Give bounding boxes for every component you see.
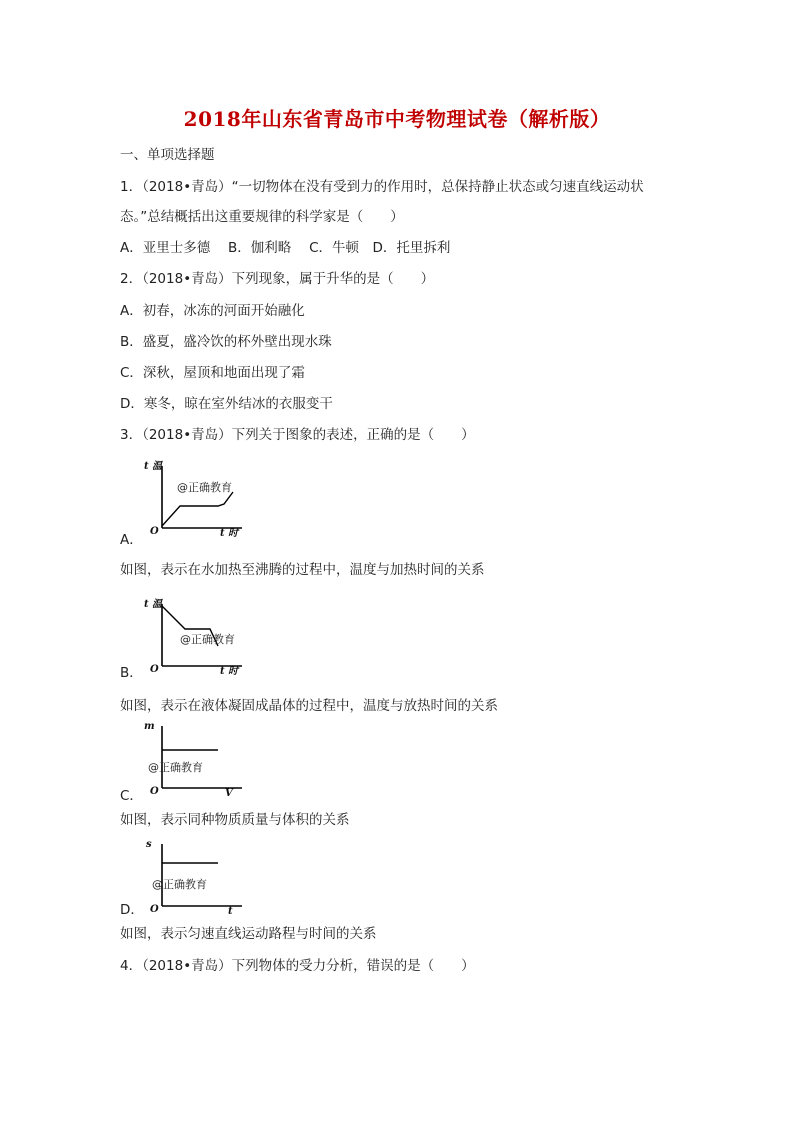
graph-d-y-axis-label: s: [146, 839, 152, 850]
graph-b-watermark: @正确教育: [180, 633, 235, 646]
graph-a: [140, 456, 250, 539]
graph-a-x-axis-label: t 时: [220, 528, 239, 539]
graph-a-caption: 如图，表示在水加热至沸腾的过程中，温度与加热时间的关系: [120, 562, 485, 578]
graph-c-origin-label: O: [150, 786, 159, 797]
graph-b-origin-label: O: [150, 664, 159, 675]
question-3-stem: 3．（2018•青岛）下列关于图象的表述，正确的是（ ）: [120, 427, 475, 443]
graph-b-caption: 如图，表示在液体凝固成晶体的过程中，温度与放热时间的关系: [120, 698, 498, 714]
graph-a-letter: A．: [120, 532, 143, 548]
question-2-option-a: A．初春，冰冻的河面开始融化: [120, 303, 305, 319]
graph-d-watermark: @正确教育: [152, 878, 207, 891]
question-1-stem-line-1: 1．（2018•青岛）“一切物体在没有受到力的作用时，总保持静止状态或匀速直线运动状: [120, 179, 644, 195]
graph-b-y-axis-label: t 温: [144, 599, 163, 610]
graph-b: [140, 594, 250, 677]
graph-d-x-axis-label: t: [228, 906, 233, 917]
question-2-stem: 2．（2018•青岛）下列现象，属于升华的是（ ）: [120, 271, 435, 287]
graph-c-watermark: @正确教育: [148, 761, 203, 774]
question-4-stem: 4．（2018•青岛）下列物体的受力分析，错误的是（ ）: [120, 958, 475, 974]
graph-a-origin-label: O: [150, 526, 159, 537]
graph-c-x-axis-label: V: [225, 788, 233, 799]
question-1-options: A．亚里士多德 B．伽利略 C．牛顿 D．托里拆利: [120, 240, 451, 256]
section-heading: 一、单项选择题: [120, 147, 215, 163]
graph-d-origin-label: O: [150, 904, 159, 915]
graph-d: [140, 834, 250, 917]
question-2-option-c: C．深秋，屋顶和地面出现了霜: [120, 365, 305, 381]
question-2-option-b: B．盛夏，盛冷饮的杯外壁出现水珠: [120, 334, 332, 350]
graph-b-letter: B．: [120, 665, 143, 681]
graph-a-watermark: @正确教育: [177, 481, 232, 494]
graph-c-letter: C．: [120, 788, 143, 804]
question-1-stem-line-2: 态。”总结概括出这重要规律的科学家是（ ）: [120, 209, 404, 225]
graph-c: [140, 716, 250, 799]
graph-a-y-axis-label: t 温: [144, 461, 163, 472]
graph-c-y-axis-label: m: [144, 721, 155, 732]
question-2-option-d: D．寒冬，晾在室外结冰的衣服变干: [120, 396, 333, 412]
graph-d-caption: 如图，表示匀速直线运动路程与时间的关系: [120, 926, 377, 942]
graph-c-caption: 如图，表示同种物质质量与体积的关系: [120, 812, 350, 828]
graph-b-x-axis-label: t 时: [220, 666, 239, 677]
document-title: 2018年山东省青岛市中考物理试卷（解析版）: [183, 107, 611, 131]
graph-d-letter: D．: [120, 902, 144, 918]
